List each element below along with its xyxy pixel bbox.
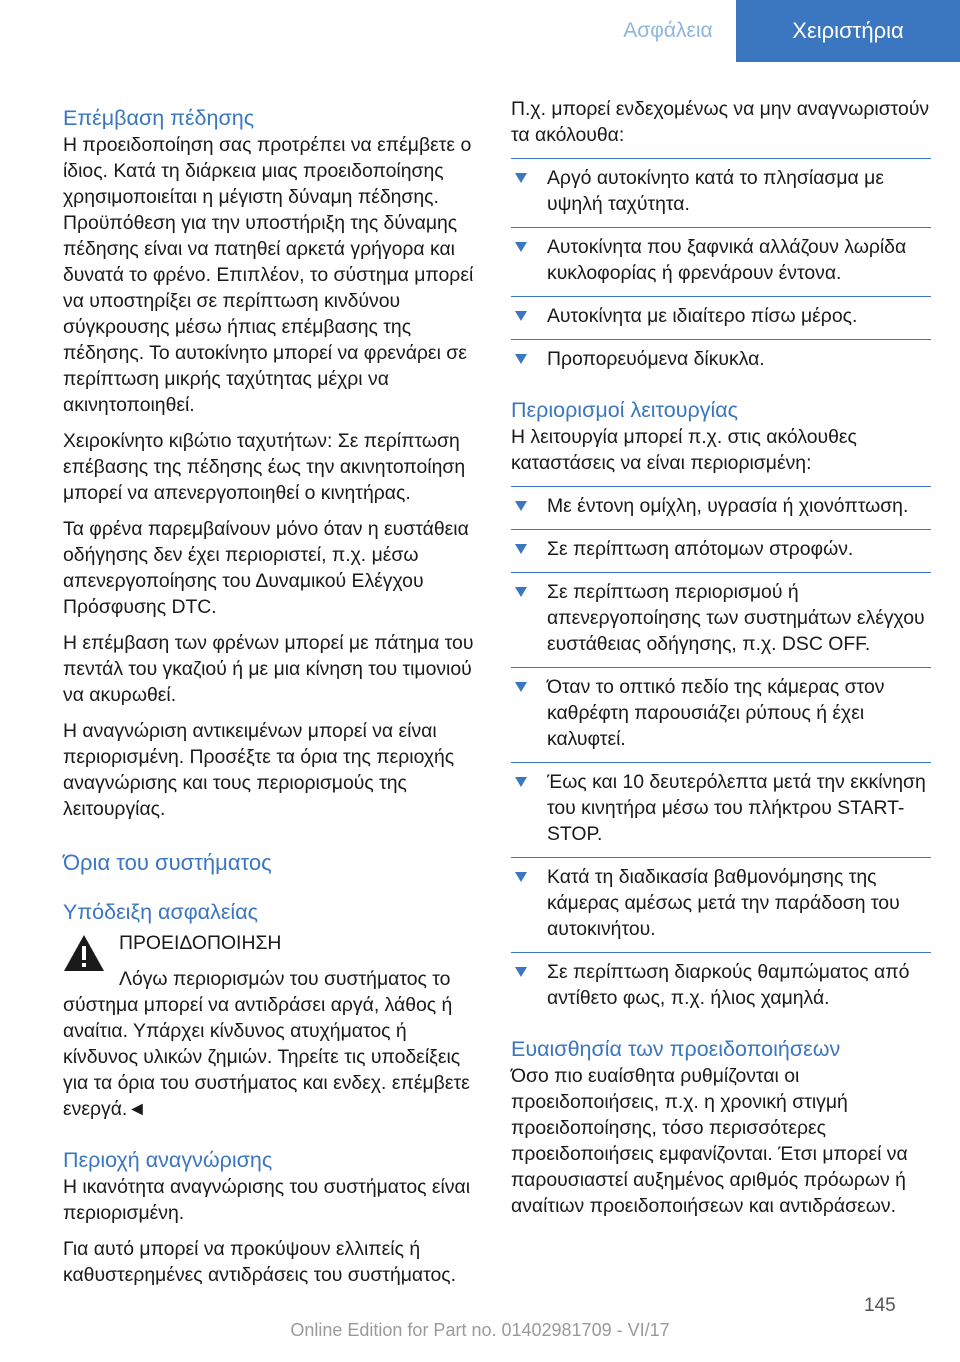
heading-warning-sensitivity: Ευαισθησία των προειδοποιήσεων xyxy=(511,1037,841,1061)
page-number: 145 xyxy=(864,1295,896,1316)
list-item: Αυτοκίνητα με ιδιαίτερο πίσω μέρος. xyxy=(511,296,931,329)
heading-safety-note: Υπόδειξη ασφαλείας xyxy=(63,900,258,924)
list-item: Σε περίπτωση διαρκούς θαμπώματος από αντίθετο φως, π.χ. ήλιος χαμηλά. xyxy=(511,952,931,1011)
bullet-triangle-icon xyxy=(515,872,527,882)
list-item: Κατά τη διαδικασία βαθμονόμησης της κάμερας αμέσως μετά την παράδοση του αυτοκινήτου. xyxy=(511,857,931,942)
paragraph: Η λειτουργία μπορεί π.χ. στις ακόλουθες καταστάσεις να είναι περιορισμένη: xyxy=(511,426,857,474)
paragraph: Π.χ. μπορεί ενδεχομένως να μην αναγνωριστούν τα ακόλουθα: xyxy=(511,98,930,146)
warning-title: ΠΡΟΕΙΔΟΠΟΙΗΣΗ xyxy=(119,932,282,954)
warning-triangle-icon xyxy=(63,934,105,972)
paragraph: Όσο πιο ευαίσθητα ρυθμίζονται οι προειδοποιήσεις, π.χ. η χρονική στιγμή προειδοποίησης, τόσο περισσότερες προειδοποιήσεις εμφανίζονται. Έτσι μπορεί να παρουσιαστεί αυξημένος αριθμός πρόωρων ή αναίτιων προειδοποιήσεων και αντιδράσεων. xyxy=(511,1065,908,1217)
bullet-triangle-icon xyxy=(515,682,527,692)
end-mark: ◄ xyxy=(127,1098,147,1120)
warning-text-first-line: Λόγω περιορισμών του συστήματος το xyxy=(119,968,451,990)
bullet-triangle-icon xyxy=(515,777,527,787)
bullet-triangle-icon xyxy=(515,311,527,321)
heading-detection-range: Περιοχή αναγνώρισης xyxy=(63,1148,273,1172)
page-header xyxy=(0,0,960,62)
paragraph: Η προειδοποίηση σας προτρέπει να επέμβετε ο ίδιος. Κατά τη διάρκεια μιας προειδοποίησης χρησιμοποιείται η μέγιστη δύναμη πέδησης. Προϋπόθεση για την υποστήριξη της δύναμης πέδησης είναι να πατηθεί αρκετά γρήγορα και δυνατά το φρένο. Επιπλέον, το σύστημα μπορεί να υποστηρίξει σε περίπτωση κινδύνου σύγκρουσης μέσω ήπιας επέμβασης της πέδησης. Το αυτοκίνητο μπορεί να φρενάρει σε περίπτωση μικρής ταχύτητας μέχρι να ακινητοποιηθεί. xyxy=(63,134,474,416)
list-item: Έως και 10 δευτερόλεπτα μετά την εκκίνηση του κινητήρα μέσω του πλήκτρου START-STOP. xyxy=(511,762,931,847)
chapter-tab[interactable]: Χειριστήρια xyxy=(736,0,960,62)
left-column xyxy=(63,96,483,1298)
list-item: Όταν το οπτικό πεδίο της κάμερας στον καθρέφτη παρουσιάζει ρύπους ή έχει καλυφτεί. xyxy=(511,667,931,752)
heading-functional-limitations: Περιορισμοί λειτουργίας xyxy=(511,398,739,422)
bullet-triangle-icon xyxy=(515,587,527,597)
edition-footer: Online Edition for Part no. 01402981709 - VI/17 xyxy=(290,1320,670,1340)
section-tab[interactable]: Ασφάλεια xyxy=(623,19,713,42)
warning-text xyxy=(63,966,483,1122)
bullet-triangle-icon xyxy=(515,544,527,554)
list-item: Προπορευόμενα δίκυκλα. xyxy=(511,339,931,372)
list-item: Αυτοκίνητα που ξαφνικά αλλάζουν λωρίδα κυκλοφορίας ή φρενάρουν έντονα. xyxy=(511,227,931,286)
list-item: Αργό αυτοκίνητο κατά το πλησίασμα με υψηλή ταχύτητα. xyxy=(511,158,931,217)
bullet-triangle-icon xyxy=(515,501,527,511)
bullet-triangle-icon xyxy=(515,967,527,977)
warning-box xyxy=(63,930,483,1122)
bullet-triangle-icon xyxy=(515,173,527,183)
paragraph: Η ικανότητα αναγνώρισης του συστήματος είναι περιορισμένη. xyxy=(63,1176,471,1224)
paragraph: Για αυτό μπορεί να προκύψουν ελλιπείς ή καθυστερημένες αντιδράσεις του συστήματος. xyxy=(63,1238,457,1286)
limitations-list xyxy=(511,486,931,1011)
paragraph: Τα φρένα παρεμβαίνουν μόνο όταν η ευστάθεια οδήγησης δεν έχει περιοριστεί, π.χ. μέσω απενεργοποίησης του Δυναμικού Ελέγχου Πρόσφυσης DTC. xyxy=(63,518,469,618)
bullet-triangle-icon xyxy=(515,242,527,252)
right-column xyxy=(511,96,931,1229)
list-item: Σε περίπτωση περιορισμού ή απενεργοποίησης των συστημάτων ελέγχου ευστάθειας οδήγησης, π.χ. DSC OFF. xyxy=(511,572,931,657)
list-item: Σε περίπτωση απότομων στροφών. xyxy=(511,529,931,562)
heading-system-limits: Όρια του συστήματος xyxy=(63,850,272,875)
heading-braking-intervention: Επέμβαση πέδησης xyxy=(63,106,255,130)
paragraph: Η επέμβαση των φρένων μπορεί με πάτημα του πεντάλ του γκαζιού ή με μια κίνηση του τιμονιού να ακυρωθεί. xyxy=(63,632,474,706)
list-item: Με έντονη ομίχλη, υγρασία ή χιονόπτωση. xyxy=(511,486,931,519)
bullet-triangle-icon xyxy=(515,354,527,364)
paragraph: Η αναγνώριση αντικειμένων μπορεί να είναι περιορισμένη. Προσέξτε τα όρια της περιοχής αναγνώρισης και τους περιορισμούς της λειτουργίας. xyxy=(63,720,455,820)
warning-text-rest: σύστημα μπορεί να αντιδράσει αργά, λάθος ή αναίτια. Υπάρχει κίνδυνος ατυχήματος ή κίνδυνος υλικών ζημιών. Τηρείτε τις υποδείξεις για τα όρια του συστήματος και ενδεχ. επέμβετε ενεργά. xyxy=(63,994,470,1120)
undetected-objects-list xyxy=(511,158,931,372)
paragraph: Χειροκίνητο κιβώτιο ταχυτήτων: Σε περίπτωση επέβασης της πέδησης έως την ακινητοποίηση μπορεί να απενεργοποιηθεί ο κινητήρας. xyxy=(63,430,466,504)
